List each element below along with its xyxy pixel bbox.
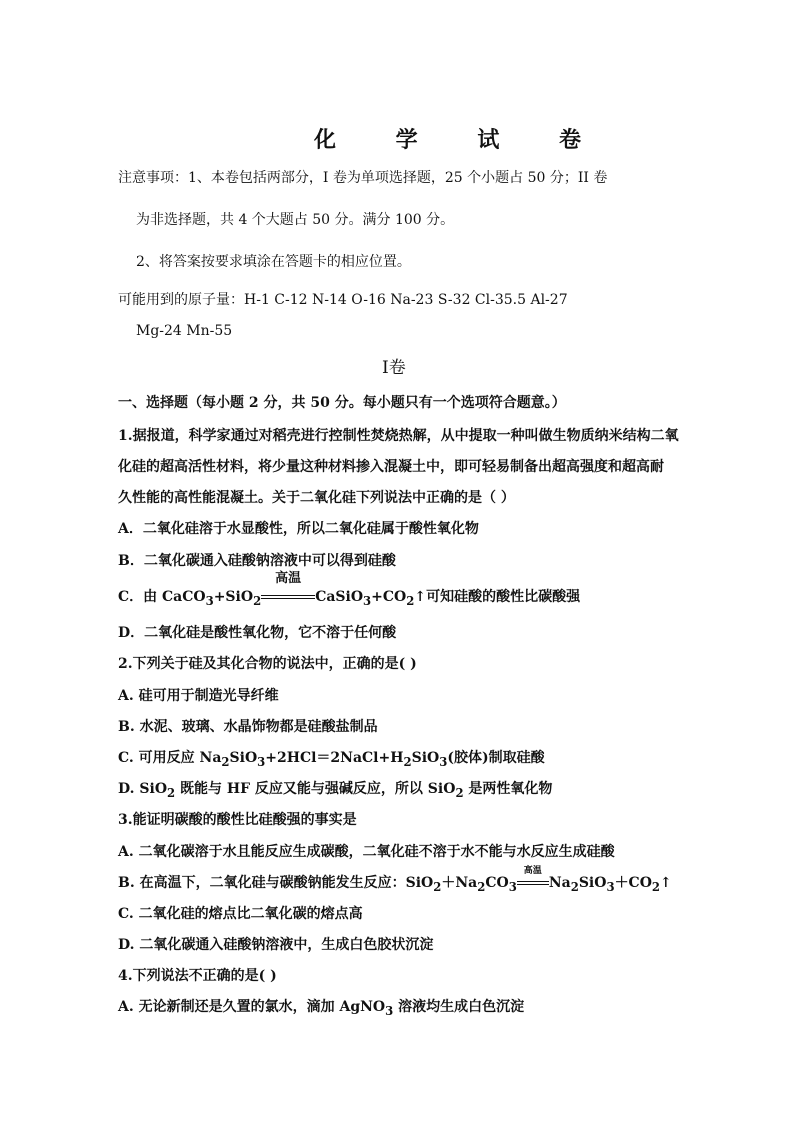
atomic-mass-line-2: Mg-24 Mn-55	[136, 323, 233, 339]
q1-stem-line-3: 久性能的高性能混凝土。关于二氧化硅下列说法中正确的是（ ）	[118, 490, 515, 506]
reaction-condition-arrow: 高温	[517, 873, 549, 893]
q2-option-c: C. 可用反应 $Na_2SiO_3+2HCl=2NaCl+H_2SiO_3$(胶体)制取硅酸	[118, 750, 545, 769]
q3-stem: 3.能证明碳酸的酸性比硅酸强的事实是	[118, 812, 357, 828]
q2-option-d: D. SiO$_2$ 既能与 HF 反应又能与强碱反应，所以 SiO$_2$ 是两性氧化物	[118, 781, 553, 800]
page-title: 化 学 试 卷	[314, 127, 607, 153]
q1-option-c: C．由 CaCO$_3$+SiO$_2$ 高温 $CaSiO_3+CO_2↑$可知硅酸的酸性比碳酸强	[118, 571, 581, 608]
q3-option-b: B. 在高温下，二氧化硅与碳酸钠能发生反应：$SiO_2+Na_2CO_3$ 高温 $Na_2SiO_3+CO_2↑$	[118, 866, 672, 894]
section-title: I卷	[382, 358, 406, 378]
q4-option-a: A. 无论新制还是久置的氯水，滴加 AgNO$_3$ 溶液均生成白色沉淀	[118, 999, 525, 1018]
q3-option-d: D. 二氧化碳通入硅酸钠溶液中，生成白色胶状沉淀	[118, 937, 434, 953]
q2-stem: 2.下列关于硅及其化合物的说法中，正确的是( )	[118, 656, 417, 672]
notes-line-2: 为非选择题，共 4 个大题占 50 分。满分 100 分。	[136, 212, 455, 228]
q3-option-a: A. 二氧化碳溶于水且能反应生成碳酸，二氧化硅不溶于水不能与水反应生成硅酸	[118, 844, 615, 860]
atomic-mass-line-1: 可能用到的原子量：H-1 C-12 N-14 O-16 Na-23 S-32 Cl-35.5 Al-27	[118, 292, 568, 308]
q3-option-c: C. 二氧化硅的熔点比二氧化碳的熔点高	[118, 906, 363, 922]
q2-option-b: B. 水泥、玻璃、水晶饰物都是硅酸盐制品	[118, 719, 378, 735]
reaction-condition-arrow: 高温	[261, 587, 315, 607]
q2-option-a: A. 硅可用于制造光导纤维	[118, 688, 279, 704]
part-heading: 一、选择题（每小题 2 分，共 50 分。每小题只有一个选项符合题意。）	[118, 395, 566, 411]
notes-line-1: 注意事项：1、本卷包括两部分，I 卷为单项选择题，25 个小题占 50 分；II 卷	[118, 170, 608, 186]
q1-option-b: B．二氧化碳通入硅酸钠溶液中可以得到硅酸	[118, 553, 396, 569]
q1-option-a: A．二氧化硅溶于水显酸性，所以二氧化硅属于酸性氧化物	[118, 521, 479, 537]
q1-stem-line-2: 化硅的超高活性材料，将少量这种材料掺入混凝土中，即可轻易制备出超高强度和超高耐	[118, 459, 664, 475]
q1-stem-line-1: 1.据报道，科学家通过对稻壳进行控制性焚烧热解，从中提取一种叫做生物质纳米结构二氧	[118, 428, 679, 444]
q4-stem: 4.下列说法不正确的是( )	[118, 968, 277, 984]
notes-line-3: 2、将答案按要求填涂在答题卡的相应位置。	[136, 254, 411, 270]
q1-option-d: D．二氧化硅是酸性氧化物，它不溶于任何酸	[118, 625, 397, 641]
